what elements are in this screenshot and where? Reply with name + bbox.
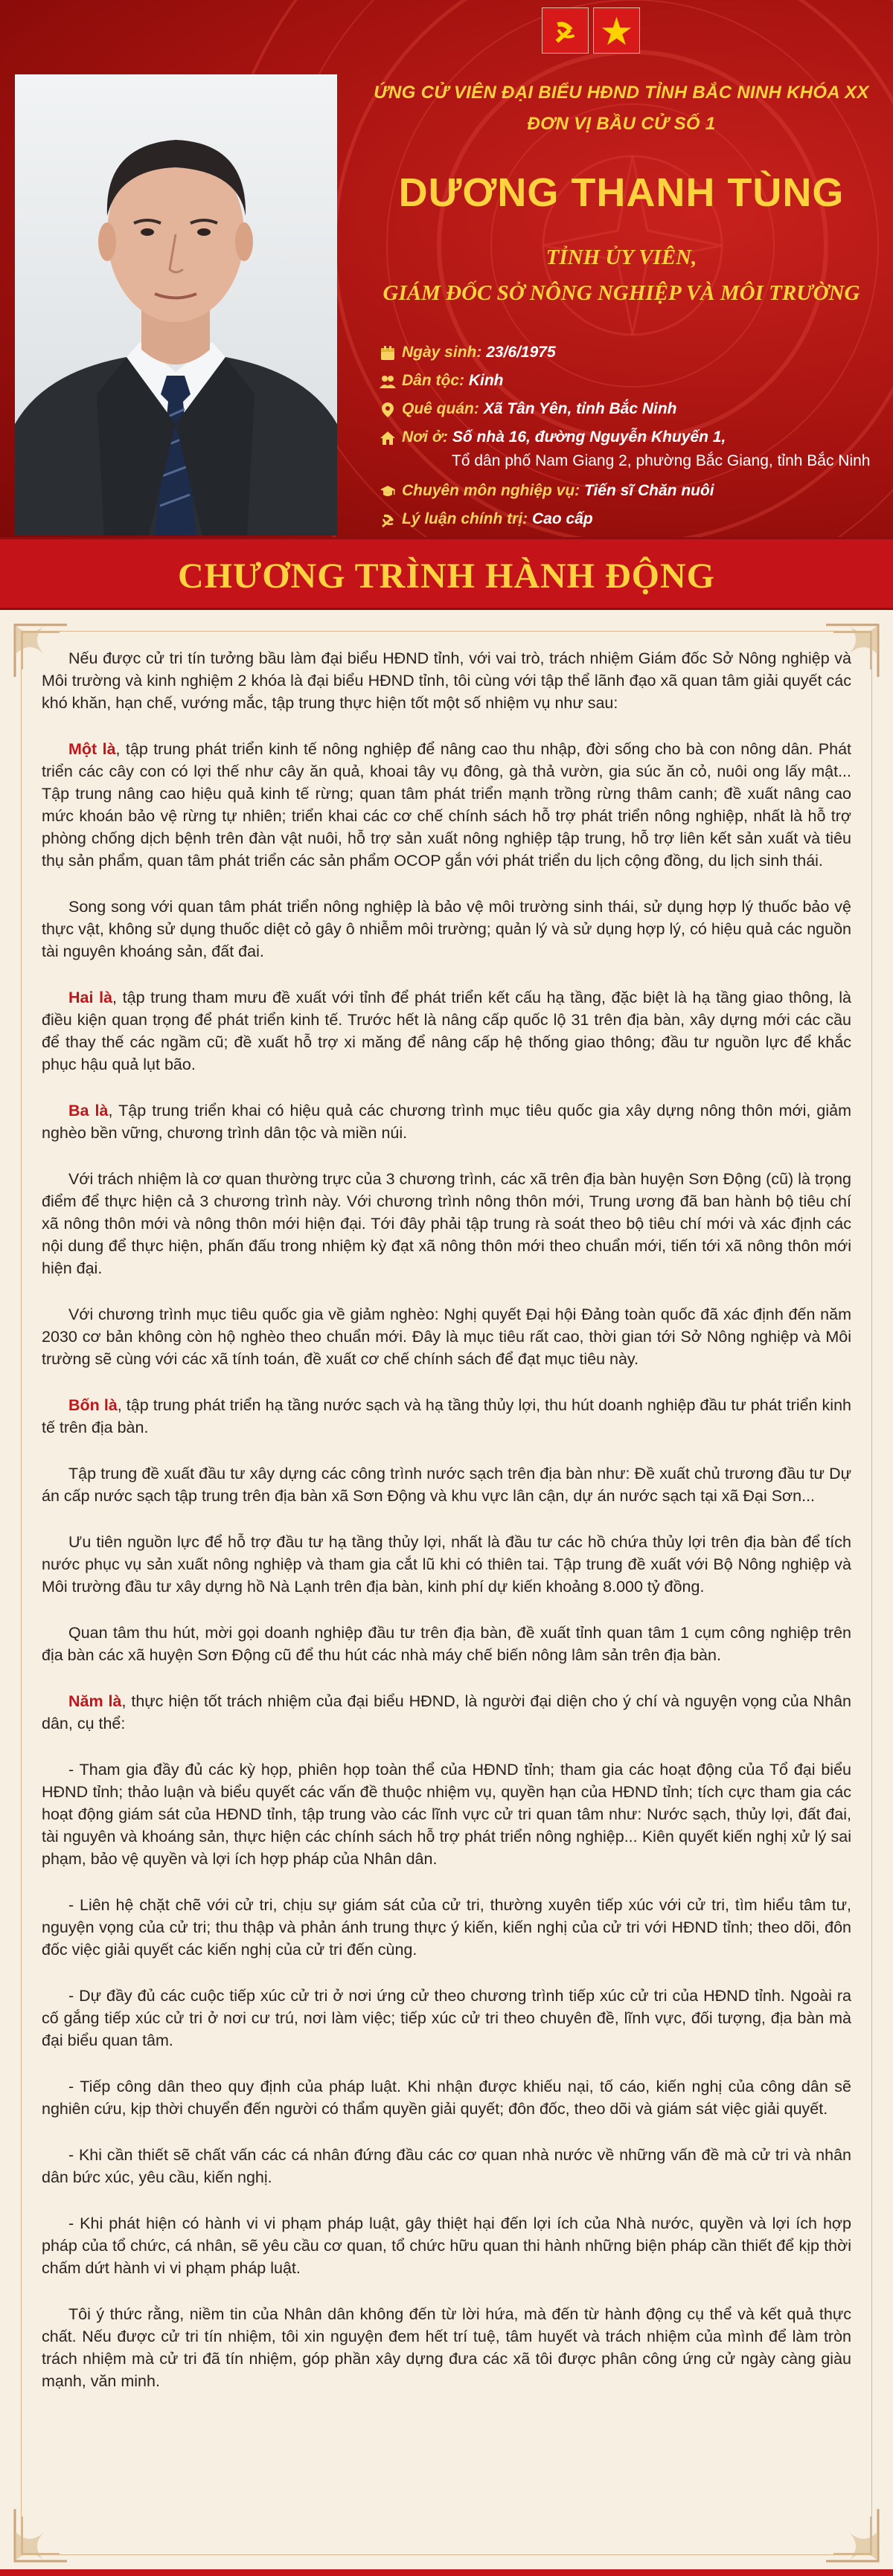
location-pin-icon xyxy=(380,402,396,418)
election-title xyxy=(350,77,893,140)
candidate-bio xyxy=(380,342,893,537)
politics-value: Cao cấp xyxy=(532,510,593,527)
specialty-value: Tiến sĩ Chăn nuôi xyxy=(584,482,714,499)
paragraph-five xyxy=(42,1690,851,1735)
election-title-line1: ỨNG CỬ VIÊN ĐẠI BIỂU HĐND TỈNH BẮC NINH KHÓA XX xyxy=(374,83,869,103)
bullet-citizen-reception: - Tiếp công dân theo quy định của pháp luật. Khi nhận được khiếu nại, tố cáo, kiến nghị của công dân sẽ nghiên cứu, kịp thời chuyển đến người có thẩm quyền giải quyết; đôn đốc, theo dõi và giám sát việc giải quyết. xyxy=(42,2078,851,2118)
paragraph-one xyxy=(42,738,851,872)
residence-line2: Tổ dân phố Nam Giang 2, phường Bắc Giang, tỉnh Bắc Ninh xyxy=(452,452,871,469)
party-flag-icon xyxy=(542,7,589,54)
election-title-line2: ĐƠN VỊ BẦU CỬ SỐ 1 xyxy=(527,114,716,134)
lead-one: Một là xyxy=(68,740,116,758)
candidate-name: DƯƠNG THANH TÙNG xyxy=(398,170,845,215)
section-title: CHƯƠNG TRÌNH HÀNH ĐỘNG xyxy=(177,556,716,596)
dob-value: 23/6/1975 xyxy=(486,344,556,361)
ethnicity-label: Dân tộc: xyxy=(402,372,464,389)
lead-five: Năm là xyxy=(68,1692,122,1710)
bio-specialty xyxy=(380,481,893,503)
lead-three: Ba là xyxy=(68,1102,109,1120)
hometown-value: Xã Tân Yên, tỉnh Bắc Ninh xyxy=(483,400,677,417)
paragraph-two-text: , tập trung tham mưu đề xuất với tỉnh để phát triển kết cấu hạ tầng, đặc biệt là hạ tầng giao thông, là điều kiện quan trọng để phát triển kinh tế. Trước hết là nâng cấp quốc lộ 31 trên địa bàn, xây dựng mới các cầu để thay thế các ngầm cũ; đề xuất hỗ trợ xi măng để nâng cấp hệ thống giao thông; đầu tư nguồn lực để khắc phục hậu quả lụt bão. xyxy=(42,989,851,1073)
paragraph-rural: Với trách nhiệm là cơ quan thường trực của 3 chương trình, các xã trên địa bàn huyện Sơn Động (cũ) là trọng điểm để thực hiện cả 3 chương trình này. Với chương trình nông thôn mới, Trung ương đã ban hành bộ tiêu chí xã nông thôn mới và nông thôn mới hiện đại. Tới đây phải tập trung rà soát theo bộ tiêu chí mới và xác định các nội dung để thực hiện, phấn đấu trong nhiệm kỳ đạt xã nông thôn mới theo chuẩn mới, tiến tới xã nông thôn mới hiện đại. xyxy=(42,1170,851,1277)
bio-residence xyxy=(380,427,893,475)
lead-two: Hai là xyxy=(68,989,113,1006)
paragraph-environment: Song song với quan tâm phát triển nông nghiệp là bảo vệ môi trường sinh thái, sử dụng hợp lý thuốc bảo vệ thực vật, không sử dụng thuốc diệt cỏ gây ô nhiễm môi trường; quản lý và sử dụng hợp lý, có hiệu quả các nguồn tài nguyên khoáng sản, đất đai. xyxy=(42,898,851,960)
bullet-voters-contact: - Liên hệ chặt chẽ với cử tri, chịu sự giám sát của cử tri, thường xuyên tiếp xúc với cử tri, tìm hiểu tâm tư, nguyện vọng của cử tri; thu thập và phản ánh trung thực ý kiến, kiến nghị của cử tri với HĐND tỉnh; theo dõi, đôn đốc việc giải quyết các kiến nghị của cử tri đến cùng. xyxy=(42,1896,851,1959)
bio-politics xyxy=(380,509,893,531)
calendar-icon xyxy=(380,345,396,362)
hometown-label: Quê quán: xyxy=(402,400,479,417)
corner-ornament-icon xyxy=(819,2502,886,2569)
bio-dob xyxy=(380,342,893,364)
paragraph-three xyxy=(42,1099,851,1144)
position-line1: TỈNH ỦY VIÊN, xyxy=(545,245,697,269)
position-line2: GIÁM ĐỐC SỞ NÔNG NGHIỆP VÀ MÔI TRƯỜNG xyxy=(383,281,860,305)
paragraph-poverty: Với chương trình mục tiêu quốc gia về giảm nghèo: Nghị quyết Đại hội Đảng toàn quốc đã xác định đến năm 2030 cơ bản không còn hộ nghèo theo chuẩn mới. Đây là mục tiêu rất cao, thời gian tới Sở Nông nghiệp và Môi trường sẽ cùng với các xã tính toán, đề xuất cơ chế chính sách để đạt mục tiêu này. xyxy=(42,1305,851,1368)
home-icon xyxy=(380,430,396,446)
program-content xyxy=(42,647,851,2416)
paragraph-one-text: , tập trung phát triển kinh tế nông nghiệp để nâng cao thu nhập, đời sống cho bà con nông dân. Phát triển các cây con có lợi thế như cây ăn quả, khoai tây vụ đông, gà thả vườn, gia súc ăn cỏ, nuôi ong lấy mật... Tập trung nâng cao hiệu quả kinh tế rừng; quan tâm phát triển mạnh trồng rừng thâm canh; đề xuất nâng cao mức khoán bảo vệ rừng tự nhiên; triển khai các cơ chế chính sách hỗ trợ phát triển nông nghiệp, nhất là hỗ trợ phòng chống dịch bệnh trên đàn vật nuôi, hỗ trợ sản xuất nông nghiệp tập trung, hỗ trợ liên kết sản xuất và tiêu thụ sản phẩm, quan tâm phát triển các sản phẩm OCOP gắn với phát triển du lịch cộng đồng, du lịch sinh thái. xyxy=(42,740,851,870)
bio-ethnicity xyxy=(380,370,893,393)
bullet-violations: - Khi phát hiện có hành vi vi phạm pháp luật, gây thiệt hại đến lợi ích của Nhà nước, quyền và lợi ích hợp pháp của tổ chức, cá nhân, sẽ yêu cầu cơ quan, tổ chức hữu quan thi hành những biện pháp cần thiết để kịp thời chấm dứt hành vi vi phạm pháp luật. xyxy=(42,2214,851,2277)
flags xyxy=(542,7,640,54)
bullet-voter-meetings: - Dự đầy đủ các cuộc tiếp xúc cử tri ở nơi ứng cử theo chương trình tiếp xúc cử tri của HĐND tỉnh. Ngoài ra cố gắng tiếp xúc cử tri ở nơi cư trú, nơi làm việc; tiếp xúc cử tri theo chuyên đề, lĩnh vực, đối tượng, địa bàn mà đại biểu quan tâm. xyxy=(42,1987,851,2049)
section-banner xyxy=(0,537,893,610)
residence-line1: Số nhà 16, đường Nguyễn Khuyến 1, xyxy=(452,428,726,446)
national-flag-icon xyxy=(593,7,640,54)
corner-ornament-icon xyxy=(7,2502,74,2569)
paragraph-intro: Nếu được cử tri tín tưởng bầu làm đại biểu HĐND tỉnh, với vai trò, trách nhiệm Giám đốc Sở Nông nghiệp và Môi trường và kinh nghiệm 2 khóa là đại biểu HĐND tỉnh, tôi cùng với tập thể lãnh đạo xã quan tâm giải quyết các khó khăn, hạn chế, vướng mắc, tập trung thực hiện tốt một số nhiệm vụ như sau: xyxy=(42,649,851,712)
candidate-portrait xyxy=(15,74,337,536)
paragraph-four-text: , tập trung phát triển hạ tầng nước sạch và hạ tầng thủy lợi, thu hút doanh nghiệp đầu tư phát triển kinh tế trên địa bàn. xyxy=(42,1396,851,1436)
paragraph-clean-water: Tập trung đề xuất đầu tư xây dựng các công trình nước sạch trên địa bàn như: Đề xuất chủ trương đầu tư Dự án cấp nước sạch tập trung trên địa bàn xã Sơn Động và khu vực lân cận, dự án nước sạch tại xã Đại Sơn... xyxy=(42,1465,851,1505)
action-program xyxy=(0,610,893,2576)
paragraph-two xyxy=(42,986,851,1076)
politics-label: Lý luận chính trị: xyxy=(402,510,528,527)
residence-label: Nơi ở: xyxy=(402,428,449,446)
candidate-positions xyxy=(350,240,893,311)
bio-hometown xyxy=(380,399,893,421)
bullet-sessions: - Tham gia đầy đủ các kỳ họp, phiên họp toàn thể của HĐND tỉnh; tham gia các hoạt động của Tổ đại biểu HĐND tỉnh; thảo luận và biểu quyết các vấn đề thuộc nhiệm vụ, quyền hạn của HĐND tỉnh; tích cực tham gia các hoạt động giám sát của HĐND tỉnh, tập trung vào các lĩnh vực cử tri quan tâm như: Nước sạch, thủy lợi, đất đai, tài nguyên và khoáng sản, thực hiện các chính sách hỗ trợ phát triển nông nghiệp... Kiên quyết kiến nghị xử lý sai phạm, bảo vệ quyền và lợi ích hợp pháp của Nhân dân. xyxy=(42,1761,851,1868)
hammer-sickle-icon xyxy=(380,512,396,528)
paragraph-four xyxy=(42,1394,851,1439)
paragraph-investment: Quan tâm thu hút, mời gọi doanh nghiệp đầu tư trên địa bàn, đề xuất tỉnh quan tâm 1 cụm công nghiệp trên địa bàn các xã huyện Sơn Động cũ để thu hút các nhà máy chế biến nông lâm sản trên địa bàn. xyxy=(42,1624,851,1664)
graduation-cap-icon xyxy=(380,484,396,500)
paragraph-three-text: , Tập trung triển khai có hiệu quả các chương trình mục tiêu quốc gia xây dựng nông thôn mới, giảm nghèo bền vững, chương trình dân tộc và miền núi. xyxy=(42,1102,852,1142)
paragraph-irrigation: Ưu tiên nguồn lực để hỗ trợ đầu tư hạ tầng thủy lợi, nhất là đầu tư các hồ chứa thủy lợi trên địa bàn để tích nước phục vụ sản xuất nông nghiệp và tham gia cắt lũ khi có thiên tai. Tập trung đề xuất với Bộ Nông nghiệp và Môi trường đầu tư xây dựng hồ Nà Lạnh trên địa bàn, kinh phí dự kiến khoảng 8.000 tỷ đồng. xyxy=(42,1533,851,1596)
header xyxy=(0,0,893,537)
bottom-bar xyxy=(0,2569,893,2576)
paragraph-closing: Tôi ý thức rằng, niềm tin của Nhân dân không đến từ lời hứa, mà đến từ hành động cụ thể và kết quả thực chất. Nếu được cử tri tín nhiệm, tôi xin nguyện đem hết trí tuệ, tâm huyết và trách nhiệm của mình để làm tròn trách nhiệm mà cử tri đã tín nhiệm, góp phần xây dựng đưa các xã tôi được phân công ứng cử ngày càng giàu mạnh, văn minh. xyxy=(42,2305,851,2390)
specialty-label: Chuyên môn nghiệp vụ: xyxy=(402,482,580,499)
people-icon xyxy=(380,373,396,390)
lead-four: Bốn là xyxy=(68,1396,118,1414)
bullet-questioning: - Khi cần thiết sẽ chất vấn các cá nhân đứng đầu các cơ quan nhà nước về những vấn đề mà cử tri và nhân dân bức xúc, yêu cầu, kiến nghị. xyxy=(42,2146,851,2186)
ethnicity-value: Kinh xyxy=(468,372,504,389)
dob-label: Ngày sinh: xyxy=(402,344,482,361)
paragraph-five-text: , thực hiện tốt trách nhiệm của đại biểu HĐND, là người đại diện cho ý chí và nguyện vọng của Nhân dân, cụ thể: xyxy=(42,1692,851,1732)
